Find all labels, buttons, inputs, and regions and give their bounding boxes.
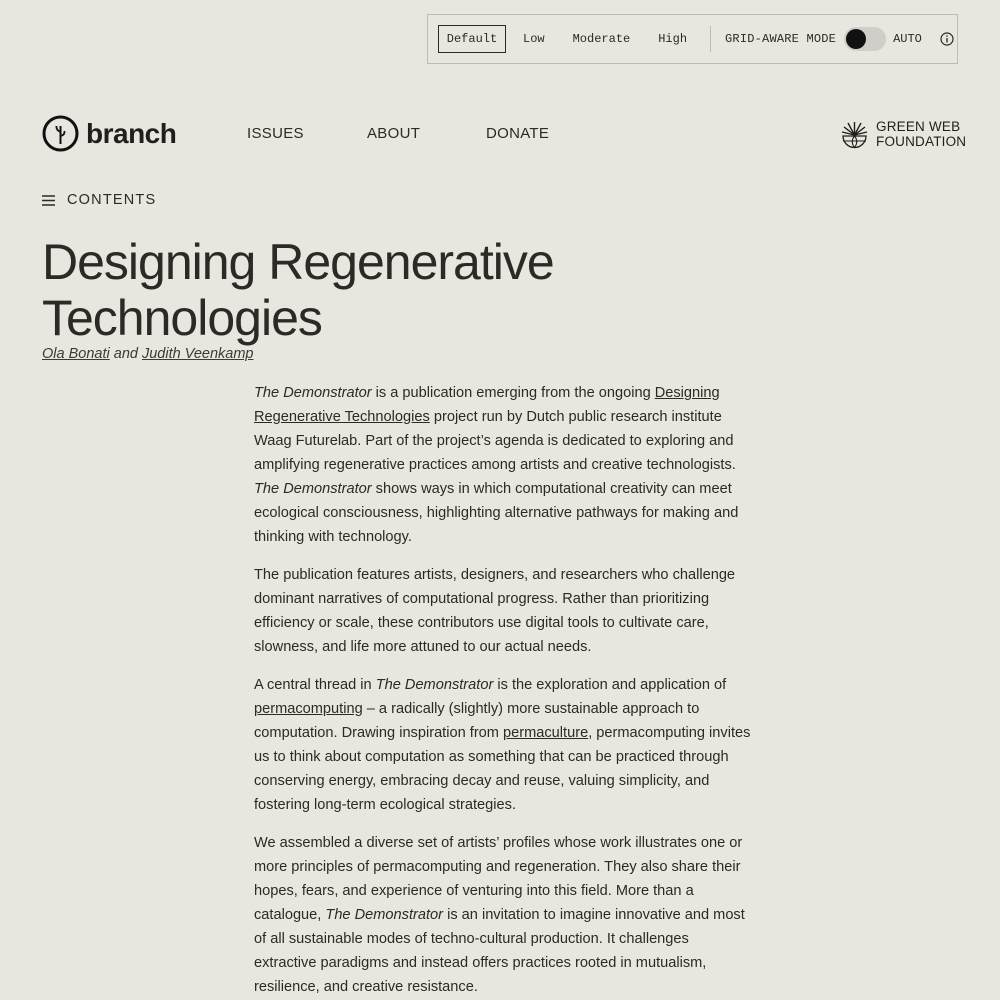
p3-text-2: is the exploration and application of bbox=[493, 677, 727, 693]
p3-text-3: – a radically (slightly) more sustainable approach to computation. Drawing inspiration from bbox=[254, 701, 700, 741]
grid-aware-bar bbox=[427, 14, 958, 64]
green-web-foundation-logo[interactable] bbox=[841, 119, 966, 149]
menu-icon bbox=[42, 195, 55, 206]
gwf-line-1: GREEN WEB bbox=[876, 119, 961, 134]
nav-about[interactable]: ABOUT bbox=[367, 125, 421, 142]
publication-name: The Demonstrator bbox=[254, 481, 372, 497]
p1-text-1: is a publication emerging from the ongoing bbox=[371, 385, 655, 401]
grid-aware-mode-label: GRID-AWARE MODE bbox=[725, 32, 837, 46]
contents-toggle[interactable] bbox=[42, 192, 156, 208]
publication-name: The Demonstrator bbox=[254, 385, 372, 401]
paragraph-2: The publication features artists, designers, and researchers who challenge dominant narratives of computational progress. Rather than prioritizing efficiency or scale, these contributors use digital tools to cultivate care, slowness, and life more attuned to our actual needs. bbox=[254, 567, 736, 655]
author-link-2[interactable]: Judith Veenkamp bbox=[141, 346, 254, 362]
title-line-2: Technologies bbox=[42, 290, 322, 346]
grid-bar-divider bbox=[710, 26, 711, 52]
green-web-foundation-icon bbox=[841, 120, 868, 149]
green-web-foundation-text bbox=[876, 119, 966, 149]
info-icon[interactable] bbox=[940, 32, 954, 46]
branch-logo-icon bbox=[42, 115, 79, 152]
nav-donate[interactable]: DONATE bbox=[486, 125, 550, 142]
grid-option-low[interactable]: Low bbox=[523, 32, 545, 46]
grid-option-high[interactable]: High bbox=[658, 32, 688, 46]
article-body bbox=[254, 381, 754, 1000]
publication-name: The Demonstrator bbox=[375, 677, 494, 693]
p3-text-4: , permacomputing invites us to think about computation as something that can be practiced through conserving energy, embracing decay and reuse, valuing simplicity, and fostering long-term ecological strategies. bbox=[254, 725, 751, 813]
page-title bbox=[42, 234, 602, 346]
p3-text-1: A central thread in bbox=[254, 677, 376, 693]
p4-text-1: We assembled a diverse set of artists’ profiles whose work illustrates one or more principles of permacomputing and regeneration. They also share their hopes, fears, and experience of venturing into this field. More than a catalogue, bbox=[254, 835, 743, 923]
nav-issues[interactable]: ISSUES bbox=[247, 125, 304, 142]
permaculture-link[interactable]: permaculture bbox=[503, 725, 589, 741]
p1-text-2: project run by Dutch public research institute Waag Futurelab. Part of the project’s agenda is dedicated to exploring and amplifying regenerative practices among artists and creative technologists. bbox=[254, 409, 736, 473]
toggle-knob bbox=[846, 29, 866, 49]
auto-label: AUTO bbox=[893, 32, 922, 46]
p4-text-2: is an invitation to imagine innovative and most of all sustainable modes of techno-cultural production. It challenges extractive paradigms and instead offers practices rooted in mutualism, resilience, and creative resistance. bbox=[254, 907, 745, 995]
authors bbox=[42, 346, 254, 362]
branch-logo[interactable] bbox=[42, 115, 176, 152]
author-link-1[interactable]: Ola Bonati bbox=[42, 346, 110, 362]
designing-regenerative-technologies-link[interactable]: Designing Regenerative Technologies bbox=[254, 385, 720, 425]
p1-text-3: shows ways in which computational creativity can meet ecological consciousness, highlighting alternative pathways for making and thinking with technology. bbox=[254, 481, 739, 545]
grid-aware-toggle[interactable] bbox=[844, 27, 886, 51]
grid-option-moderate[interactable]: Moderate bbox=[572, 32, 631, 46]
paragraph-3 bbox=[254, 673, 754, 817]
paragraph-1 bbox=[254, 381, 754, 549]
paragraph-4 bbox=[254, 831, 754, 999]
grid-option-default[interactable]: Default bbox=[438, 25, 506, 53]
gwf-line-2: FOUNDATION bbox=[876, 134, 967, 149]
authors-and: and bbox=[113, 346, 138, 362]
permacomputing-link[interactable]: permacomputing bbox=[254, 701, 363, 717]
title-line-1: Designing Regenerative bbox=[42, 234, 554, 290]
logo-text: branch bbox=[86, 117, 177, 149]
contents-label: CONTENTS bbox=[67, 192, 157, 208]
publication-name: The Demonstrator bbox=[325, 907, 444, 923]
